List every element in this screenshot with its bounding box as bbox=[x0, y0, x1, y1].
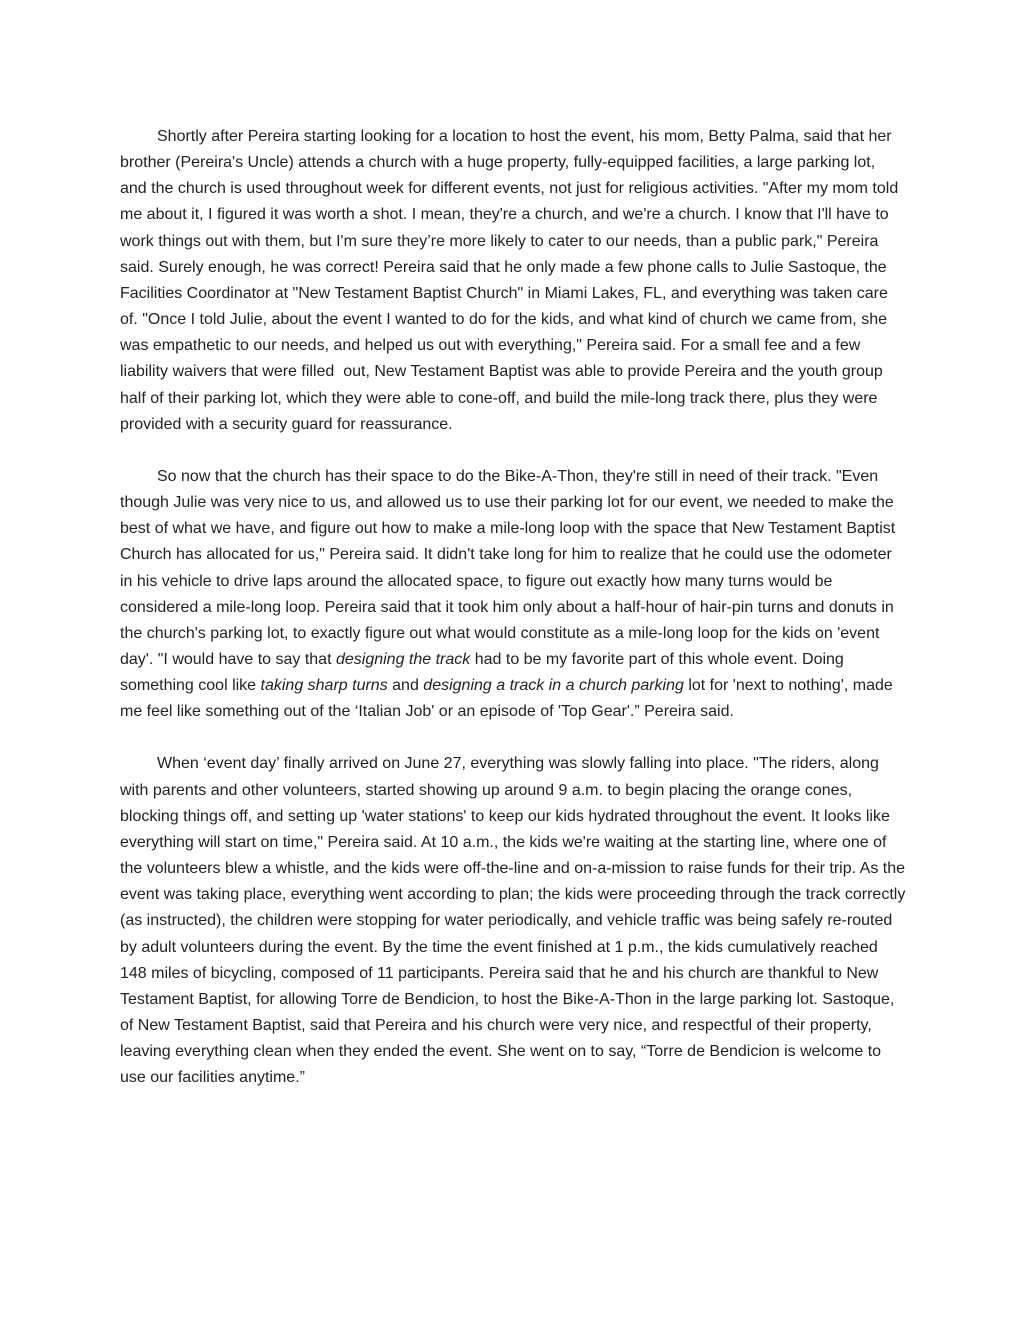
paragraph-text: lot for 'next to nothing', made me feel like something out of the ‘Italian Job' or an episode of 'Top Gear'.” Pereira said. bbox=[120, 677, 898, 721]
italic-phrase: designing a track in a church parking bbox=[423, 677, 684, 695]
paragraph-text: When ‘event day’ finally arrived on June 27, everything was slowly falling into place. "The riders, along with parents and other volunteers, started showing up around 9 a.m. to begin placing the orange cones, blocking things off, and setting up 'water stations' to keep our kids hydrated throughout the event. It looks like everything will start on time," Pereira said. At 10 a.m., the kids we're waiting at the starting line, where one of the volunteers blew a whistle, and the kids were off-the-line and on-a-mission to raise funds for their trip. As the event was taking place, everything went according to plan; the kids were proceeding through the track correctly (as instructed), the children were stopping for water periodically, and vehicle traffic was being safely re-routed by adult volunteers during the event. By the time the event finished at 1 p.m., the kids cumulatively reached 148 miles of bicycling, composed of 11 participants. Pereira said that he and his church are thankful to New Testament Baptist, for allowing Torre de Bendicion, to host the Bike-A-Thon in the large parking lot. Sastoque, of New Testament Baptist, said that Pereira and his church were very nice, and respectful of their property, leaving everything clean when they ended the event. She went on to say, “Torre de Bendicion is welcome to use our facilities anytime.” bbox=[120, 755, 910, 1087]
article-body bbox=[120, 124, 910, 1117]
italic-phrase: taking sharp turns bbox=[260, 677, 388, 695]
paragraph-event-day bbox=[120, 751, 910, 1091]
paragraph-designing-track bbox=[120, 464, 906, 726]
paragraph-text: So now that the church has their space to do the Bike-A-Thon, they're still in need of their track. "Even though Julie was very nice to us, and allowed us to use their parking lot for our event, we needed to make the best of what we have, and figure out how to make a mile-long loop with the space that New Testament Baptist Church has allocated for us," Pereira said. It didn't take long for him to realize that he could use the odometer in his vehicle to drive laps around the allocated space, to figure out exactly how many turns would be considered a mile-long loop. Pereira said that it took him only about a half-hour of hair-pin turns and donuts in the church's parking lot, to exactly figure out what would constitute as a mile-long loop for the kids on 'event day'. "I would have to say that bbox=[120, 467, 900, 668]
paragraph-text: and bbox=[387, 677, 424, 695]
paragraph-text: had to be my favorite part of this whole event. Doing something cool like bbox=[120, 650, 849, 695]
italic-phrase: designing the track bbox=[335, 650, 471, 668]
paragraph-text: Shortly after Pereira starting looking for a location to host the event, his mom, Betty Palma, said that her brother (Pereira's Uncle) attends a church with a huge property, fully-equipped facilities, a large parking lot, and the church is used throughout week for different events, not just for religious activities. "After my mom told me about it, I figured it was worth a shot. I mean, they're a church, and we're a church. I know that I'll have to work things out with them, but I'm sure they’re more likely to cater to our needs, than a public park," Pereira said. Surely enough, he was correct! Pereira said that he only made a few phone calls to Julie Sastoque, the Facilities Coordinator at "New Testament Baptist Church" in Miami Lakes, FL, and everything was taken care of. "Once I told Julie, about the event I wanted to do for the kids, and what kind of church we came from, she was empathetic to our needs, and helped us out with everything," Pereira said. For a small fee and a few liability waivers that were filled out, New Testament Baptist was able to provide Pereira and the youth group half of their parking lot, which they were able to cone-off, and build the mile-long track there, plus they were provided with a security guard for reassurance. bbox=[120, 128, 903, 433]
paragraph-finding-location bbox=[120, 124, 906, 438]
